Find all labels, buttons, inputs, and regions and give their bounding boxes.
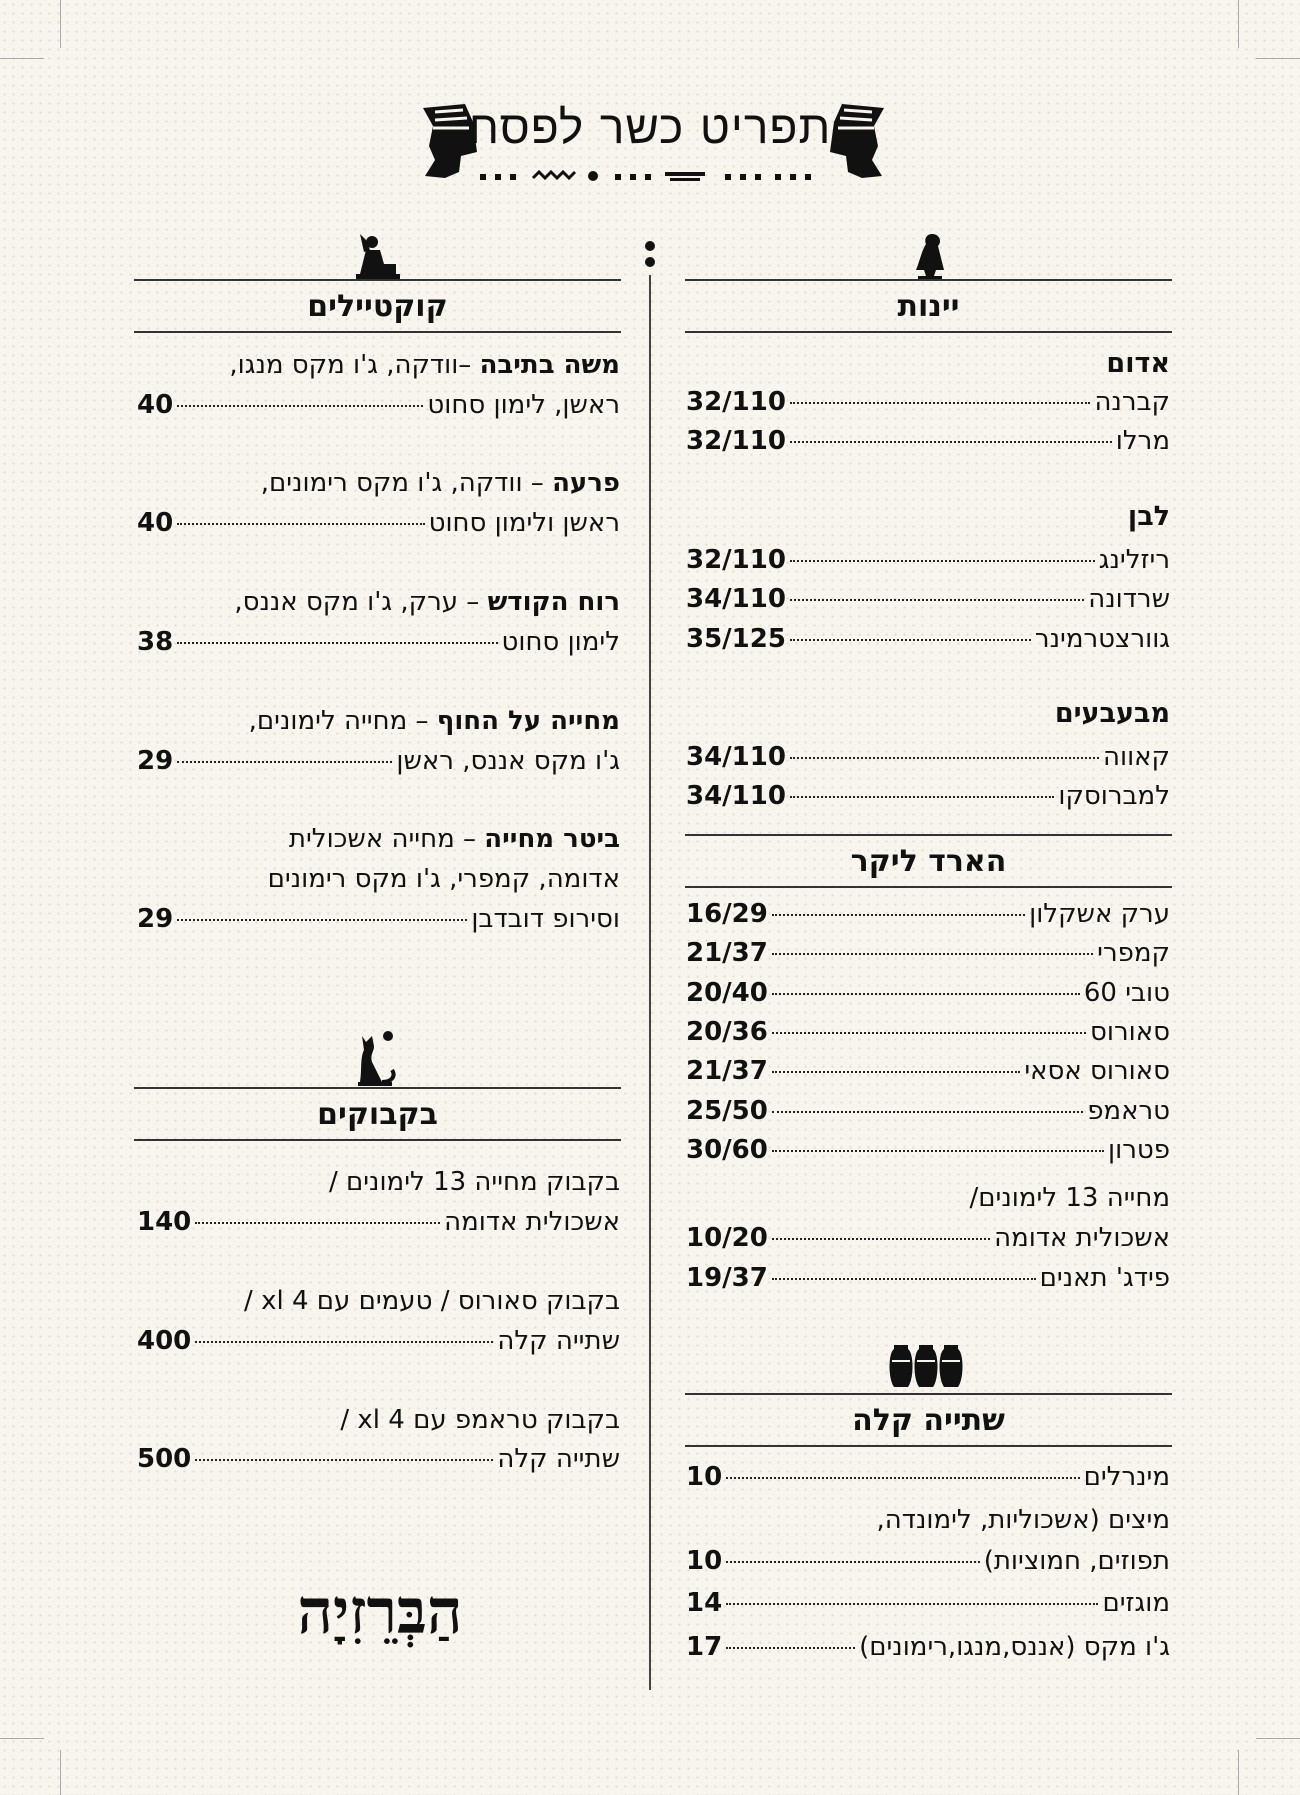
- bottles-heading: בקבוקים: [134, 1087, 621, 1141]
- menu-item: טראמפ 25/50: [686, 1096, 1170, 1126]
- menu-item: ג'ו מקס (אננס,מנגו,רימונים) 17: [686, 1632, 1170, 1662]
- menu-item: ג'ו מקס אננס, ראשן 29: [137, 746, 620, 776]
- page-title: תפריט כשר לפסח: [468, 100, 832, 154]
- hard-liquor-heading: הארד ליקר: [685, 834, 1172, 888]
- menu-item-text: בקבוק סאורוס / טעמים עם 4 xl /: [244, 1286, 620, 1316]
- crop-mark: [0, 58, 44, 59]
- menu-item-text: רוח הקודש – ערק, ג'ו מקס אננס,: [234, 587, 620, 617]
- soft-drinks-heading: שתייה קלה: [685, 1393, 1172, 1447]
- menu-item: ראשן ולימון סחוט 40: [137, 508, 620, 538]
- amphora-jars-icon: [888, 1343, 968, 1393]
- wine-category-red: אדום: [1106, 348, 1170, 379]
- menu-item-text: מיצים (אשכוליות, לימונדה,: [876, 1505, 1170, 1535]
- menu-item: מרלו 32/110: [686, 426, 1170, 456]
- menu-item: תפוזים, חמוציות) 10: [686, 1546, 1170, 1576]
- menu-item: למברוסקו 34/110: [686, 781, 1170, 811]
- column-divider: [649, 275, 651, 1690]
- menu-item: טובי 60 20/40: [686, 978, 1170, 1008]
- menu-item: שתייה קלה 500: [137, 1444, 620, 1474]
- crop-mark: [1238, 0, 1239, 48]
- menu-item: קאווה 34/110: [686, 742, 1170, 772]
- menu-item-text: פרעה – וודקה, ג'ו מקס רימונים,: [260, 468, 620, 498]
- menu-item: ראשן, לימון סחוט 40: [137, 390, 620, 420]
- menu-item: מוגזים 14: [686, 1588, 1170, 1618]
- cocktails-heading: קוקטיילים: [134, 279, 621, 333]
- menu-item: שרדונה 34/110: [686, 584, 1170, 614]
- title-ornament: [475, 168, 825, 184]
- wine-category-white: לבן: [1127, 501, 1170, 532]
- menu-item-text: בקבוק מחייה 13 לימונים /: [328, 1167, 620, 1197]
- horus-falcon-icon: [910, 230, 950, 282]
- menu-item-text: משה בתיבה –וודקה, ג'ו מקס מנגו,: [229, 350, 620, 380]
- menu-item: וסירופ דובדבן 29: [137, 904, 620, 934]
- menu-item: מינרלים 10: [686, 1462, 1170, 1492]
- menu-item-text: מחייה על החוף – מחייה לימונים,: [248, 706, 620, 736]
- menu-item: אשכולית אדומה 140: [137, 1207, 620, 1237]
- divider-dots: [642, 240, 658, 270]
- menu-item: סאורוס 20/36: [686, 1017, 1170, 1047]
- crop-mark: [1238, 1750, 1239, 1795]
- crop-mark: [1256, 1738, 1300, 1739]
- menu-item: ערק אשקלון 16/29: [686, 899, 1170, 929]
- menu-item-text: אדומה, קמפרי, ג'ו מקס רימונים: [267, 864, 620, 894]
- menu-item: קברנה 32/110: [686, 387, 1170, 417]
- crop-mark: [60, 0, 61, 48]
- menu-item: שתייה קלה 400: [137, 1326, 620, 1356]
- crop-mark: [0, 1738, 44, 1739]
- wine-category-sparkling: מבעבעים: [1054, 698, 1170, 729]
- crop-mark: [60, 1750, 61, 1795]
- menu-item: לימון סחוט 38: [137, 627, 620, 657]
- menu-item: אשכולית אדומה 10/20: [686, 1223, 1170, 1253]
- wines-heading: יינות: [685, 279, 1172, 333]
- menu-item: גוורצטרמינר 35/125: [686, 624, 1170, 654]
- menu-item: קמפרי 21/37: [686, 938, 1170, 968]
- brand-logo: הַבְּרֵזִיָה: [297, 1575, 463, 1648]
- menu-item: פידג' תאנים 19/37: [686, 1263, 1170, 1293]
- menu-item: סאורוס אסאי 21/37: [686, 1056, 1170, 1086]
- menu-item: ריזלינג 32/110: [686, 545, 1170, 575]
- menu-item: פטרון 30/60: [686, 1135, 1170, 1165]
- egyptian-cat-icon: [352, 1030, 404, 1088]
- menu-item-text: ביטר מחייה – מחייה אשכולית: [288, 824, 620, 854]
- menu-item-text: מחייה 13 לימונים/: [969, 1183, 1170, 1213]
- menu-item-text: בקבוק טראמפ עם 4 xl /: [340, 1405, 620, 1435]
- crop-mark: [1256, 58, 1300, 59]
- seated-figure-icon: [352, 230, 404, 282]
